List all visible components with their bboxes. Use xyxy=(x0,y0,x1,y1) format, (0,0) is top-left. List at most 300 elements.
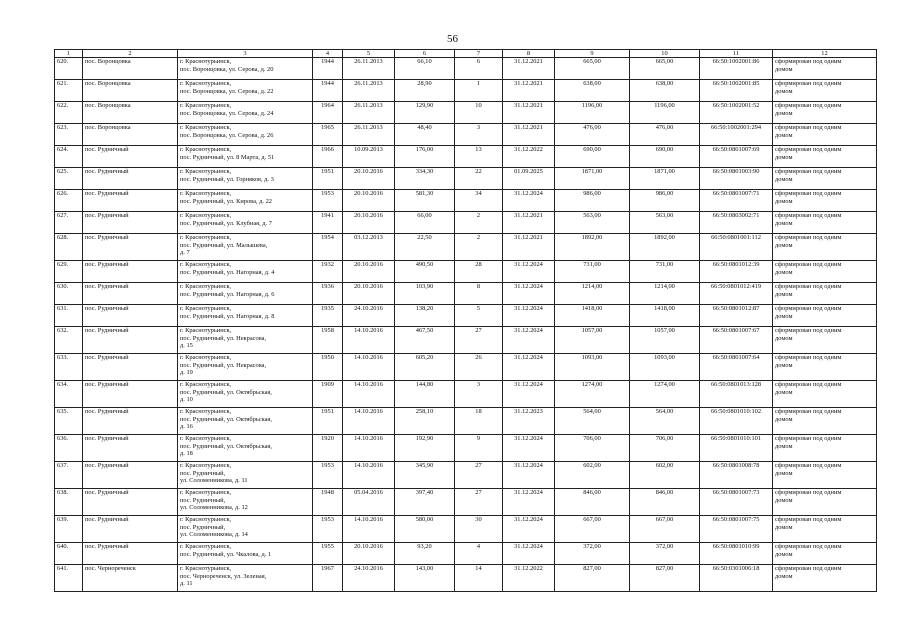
note-line: домом xyxy=(775,312,793,320)
value-a: 827,00 xyxy=(555,565,630,592)
quantity: 27 xyxy=(455,489,503,516)
address-line: пос. Рудничный, ул. Нагорная, д. 4 xyxy=(180,268,275,276)
note-line: сформирован под одним xyxy=(775,543,842,550)
note-line: сформирован под одним xyxy=(775,435,842,442)
value-b: 1057,00 xyxy=(630,327,700,354)
row-number: 633. xyxy=(55,354,83,381)
value-b: 667,00 xyxy=(630,516,700,543)
note xyxy=(773,190,877,212)
value-b: 986,00 xyxy=(630,190,700,212)
deadline: 01.09.2025 xyxy=(503,168,555,190)
address-line: г. Краснотурьинск, xyxy=(180,565,232,572)
note xyxy=(773,146,877,168)
deadline: 31.12.2024 xyxy=(503,435,555,462)
address-line: пос. Рудничный, ул. Октябрьская, xyxy=(180,442,272,450)
table-row xyxy=(55,234,877,261)
quantity: 10 xyxy=(455,102,503,124)
note-line: домом xyxy=(775,496,793,504)
area: 397,40 xyxy=(395,489,455,516)
note xyxy=(773,305,877,327)
value-a: 1057,00 xyxy=(555,327,630,354)
note-line: сформирован под одним xyxy=(775,327,842,334)
settlement: пос. Воронцовка xyxy=(83,58,178,80)
area: 334,30 xyxy=(395,168,455,190)
settlement: пос. Рудничный xyxy=(83,354,178,381)
cadastral-number: 66:50:1002001:85 xyxy=(700,80,773,102)
build-year: 1944 xyxy=(313,80,343,102)
value-b: 1274,00 xyxy=(630,381,700,408)
deadline: 31.12.2022 xyxy=(503,146,555,168)
build-year: 1948 xyxy=(313,489,343,516)
build-year: 1941 xyxy=(313,212,343,234)
table-row xyxy=(55,516,877,543)
note-line: домом xyxy=(775,197,793,205)
survey-date: 20.10.2016 xyxy=(343,543,395,565)
survey-date: 05.04.2016 xyxy=(343,489,395,516)
value-b: 1196,00 xyxy=(630,102,700,124)
table-row xyxy=(55,212,877,234)
value-a: 1892,00 xyxy=(555,234,630,261)
survey-date: 20.10.2016 xyxy=(343,261,395,283)
deadline: 31.12.2024 xyxy=(503,305,555,327)
address-line: ул. Соломенникова, д. 12 xyxy=(180,504,248,512)
deadline: 31.12.2021 xyxy=(503,58,555,80)
column-header: 5 xyxy=(343,50,395,58)
address xyxy=(178,80,313,102)
survey-date: 14.10.2016 xyxy=(343,327,395,354)
build-year: 1920 xyxy=(313,435,343,462)
value-b: 564,00 xyxy=(630,408,700,435)
address xyxy=(178,408,313,435)
deadline: 31.12.2024 xyxy=(503,354,555,381)
settlement: пос. Рудничный xyxy=(83,168,178,190)
area: 490,50 xyxy=(395,261,455,283)
build-year: 1951 xyxy=(313,408,343,435)
table-row xyxy=(55,58,877,80)
quantity: 6 xyxy=(455,58,503,80)
quantity: 27 xyxy=(455,327,503,354)
row-number: 634. xyxy=(55,381,83,408)
note-line: сформирован под одним xyxy=(775,212,842,219)
note-line: сформирован под одним xyxy=(775,234,842,241)
row-number: 631. xyxy=(55,305,83,327)
row-number: 635. xyxy=(55,408,83,435)
deadline: 31.12.2021 xyxy=(503,80,555,102)
settlement: пос. Воронцовка xyxy=(83,124,178,146)
address xyxy=(178,190,313,212)
cadastral-number: 66:50:0801013:128 xyxy=(700,381,773,408)
note xyxy=(773,408,877,435)
address-line: пос. Рудничный, ул. Некрасова, xyxy=(180,334,267,342)
build-year: 1950 xyxy=(313,354,343,381)
value-b: 690,00 xyxy=(630,146,700,168)
note-line: сформирован под одним xyxy=(775,408,842,415)
deadline: 31.12.2024 xyxy=(503,462,555,489)
cadastral-number: 66:50:0801007:75 xyxy=(700,516,773,543)
deadline: 31.12.2021 xyxy=(503,234,555,261)
table-row xyxy=(55,146,877,168)
deadline: 31.12.2021 xyxy=(503,102,555,124)
note-line: сформирован под одним xyxy=(775,462,842,469)
settlement: пос. Рудничный xyxy=(83,234,178,261)
note xyxy=(773,212,877,234)
address xyxy=(178,234,313,261)
address-line: д. 19 xyxy=(180,369,193,377)
cadastral-number: 66:50:1002001:52 xyxy=(700,102,773,124)
note xyxy=(773,543,877,565)
address-line: ул. Соломенникова, д. 14 xyxy=(180,531,248,539)
value-a: 563,00 xyxy=(555,212,630,234)
table-row xyxy=(55,327,877,354)
area: 580,00 xyxy=(395,516,455,543)
row-number: 620. xyxy=(55,58,83,80)
address xyxy=(178,565,313,592)
area: 28,90 xyxy=(395,80,455,102)
table-row xyxy=(55,305,877,327)
settlement: пос. Чернореченск xyxy=(83,565,178,592)
quantity: 2 xyxy=(455,234,503,261)
column-header: 9 xyxy=(555,50,630,58)
note-line: домом xyxy=(775,361,793,369)
quantity: 30 xyxy=(455,516,503,543)
cadastral-number: 66:50:0801001:112 xyxy=(700,234,773,261)
value-a: 1196,00 xyxy=(555,102,630,124)
area: 138,20 xyxy=(395,305,455,327)
survey-date: 14.10.2016 xyxy=(343,408,395,435)
value-a: 986,00 xyxy=(555,190,630,212)
settlement: пос. Рудничный xyxy=(83,408,178,435)
note-line: домом xyxy=(775,175,793,183)
area: 176,00 xyxy=(395,146,455,168)
survey-date: 14.10.2016 xyxy=(343,435,395,462)
table-row xyxy=(55,565,877,592)
note-line: сформирован под одним xyxy=(775,80,842,87)
row-number: 628. xyxy=(55,234,83,261)
value-b: 1892,00 xyxy=(630,234,700,261)
address-line: г. Краснотурьинск, xyxy=(180,212,232,219)
settlement: пос. Рудничный xyxy=(83,381,178,408)
settlement: пос. Рудничный xyxy=(83,462,178,489)
note xyxy=(773,516,877,543)
survey-date: 10.09.2013 xyxy=(343,146,395,168)
address-line: д. 15 xyxy=(180,342,193,350)
address-line: г. Краснотурьинск, xyxy=(180,543,232,550)
note-line: сформирован под одним xyxy=(775,190,842,197)
table-row xyxy=(55,261,877,283)
area: 581,30 xyxy=(395,190,455,212)
table-row xyxy=(55,102,877,124)
address-line: пос. Рудничный, xyxy=(180,469,226,477)
quantity: 18 xyxy=(455,408,503,435)
note-line: домом xyxy=(775,268,793,276)
value-a: 1274,00 xyxy=(555,381,630,408)
note xyxy=(773,354,877,381)
column-header: 4 xyxy=(313,50,343,58)
cadastral-number: 66:50:0801003:90 xyxy=(700,168,773,190)
address-line: пос. Рудничный, ул. Клубная, д. 7 xyxy=(180,219,272,227)
note xyxy=(773,565,877,592)
settlement: пос. Рудничный xyxy=(83,283,178,305)
build-year: 1966 xyxy=(313,146,343,168)
note xyxy=(773,462,877,489)
note-line: сформирован под одним xyxy=(775,305,842,312)
address-line: г. Краснотурьинск, xyxy=(180,327,232,334)
deadline: 31.12.2023 xyxy=(503,408,555,435)
address xyxy=(178,381,313,408)
note xyxy=(773,283,877,305)
row-number: 626. xyxy=(55,190,83,212)
note-line: домом xyxy=(775,131,793,139)
survey-date: 14.10.2016 xyxy=(343,381,395,408)
quantity: 3 xyxy=(455,381,503,408)
area: 48,40 xyxy=(395,124,455,146)
address-line: пос. Рудничный, xyxy=(180,496,226,504)
value-a: 1418,00 xyxy=(555,305,630,327)
table-row xyxy=(55,381,877,408)
note xyxy=(773,261,877,283)
survey-date: 20.10.2016 xyxy=(343,168,395,190)
settlement: пос. Рудничный xyxy=(83,516,178,543)
column-number-row xyxy=(55,50,877,58)
area: 258,10 xyxy=(395,408,455,435)
table-body xyxy=(55,58,877,592)
note-line: сформирован под одним xyxy=(775,565,842,572)
address-line: пос. Рудничный, ул. Малышева, xyxy=(180,241,268,249)
build-year: 1909 xyxy=(313,381,343,408)
address-line: г. Краснотурьинск, xyxy=(180,124,232,131)
row-number: 640. xyxy=(55,543,83,565)
area: 93,20 xyxy=(395,543,455,565)
note xyxy=(773,168,877,190)
deadline: 31.12.2024 xyxy=(503,516,555,543)
note-line: домом xyxy=(775,550,793,558)
address-line: ул. Соломенникова, д. 11 xyxy=(180,477,248,485)
address-line: пос. Воронцовка, ул. Серова, д. 24 xyxy=(180,109,274,117)
settlement: пос. Воронцовка xyxy=(83,102,178,124)
note-line: сформирован под одним xyxy=(775,261,842,268)
note-line: сформирован под одним xyxy=(775,146,842,153)
cadastral-number: 66:50:1002001:294 xyxy=(700,124,773,146)
survey-date: 26.11.2013 xyxy=(343,58,395,80)
area: 143,00 xyxy=(395,565,455,592)
table-row xyxy=(55,408,877,435)
cadastral-number: 66:50:0801007:71 xyxy=(700,190,773,212)
value-a: 602,00 xyxy=(555,462,630,489)
column-header: 12 xyxy=(773,50,877,58)
quantity: 27 xyxy=(455,462,503,489)
address-line: г. Краснотурьинск, xyxy=(180,305,232,312)
address-line: г. Краснотурьинск, xyxy=(180,462,232,469)
cadastral-number: 66:50:0803002:71 xyxy=(700,212,773,234)
value-b: 1871,00 xyxy=(630,168,700,190)
address xyxy=(178,354,313,381)
row-number: 623. xyxy=(55,124,83,146)
survey-date: 03.12.2013 xyxy=(343,234,395,261)
column-header: 11 xyxy=(700,50,773,58)
value-b: 827,00 xyxy=(630,565,700,592)
note-line: сформирован под одним xyxy=(775,102,842,109)
cadastral-number: 66:50:0801007:64 xyxy=(700,354,773,381)
address-line: д. 11 xyxy=(180,580,193,588)
address-line: г. Краснотурьинск, xyxy=(180,354,232,361)
note xyxy=(773,435,877,462)
quantity: 4 xyxy=(455,543,503,565)
quantity: 2 xyxy=(455,212,503,234)
quantity: 34 xyxy=(455,190,503,212)
cadastral-number: 66:50:0801010:102 xyxy=(700,408,773,435)
note xyxy=(773,489,877,516)
area: 144,80 xyxy=(395,381,455,408)
build-year: 1965 xyxy=(313,124,343,146)
note-line: домом xyxy=(775,65,793,73)
column-header: 10 xyxy=(630,50,700,58)
note-line: сформирован под одним xyxy=(775,124,842,131)
settlement: пос. Рудничный xyxy=(83,212,178,234)
settlement: пос. Рудничный xyxy=(83,543,178,565)
quantity: 14 xyxy=(455,565,503,592)
survey-date: 24.10.2016 xyxy=(343,565,395,592)
address-line: г. Краснотурьинск, xyxy=(180,168,232,175)
area: 103,90 xyxy=(395,283,455,305)
address xyxy=(178,212,313,234)
survey-date: 26.11.2013 xyxy=(343,102,395,124)
quantity: 3 xyxy=(455,124,503,146)
housing-register-table xyxy=(54,49,877,592)
value-b: 476,00 xyxy=(630,124,700,146)
table-row xyxy=(55,80,877,102)
quantity: 28 xyxy=(455,261,503,283)
column-header: 8 xyxy=(503,50,555,58)
value-a: 690,00 xyxy=(555,146,630,168)
row-number: 629. xyxy=(55,261,83,283)
row-number: 630. xyxy=(55,283,83,305)
address-line: пос. Рудничный, ул. 8 Марта, д. 51 xyxy=(180,153,275,161)
address-line: г. Краснотурьинск, xyxy=(180,58,232,65)
table-row xyxy=(55,543,877,565)
table-row xyxy=(55,283,877,305)
value-a: 731,00 xyxy=(555,261,630,283)
quantity: 5 xyxy=(455,305,503,327)
address-line: пос. Воронцовка, ул. Серова, д. 22 xyxy=(180,87,274,95)
value-a: 846,00 xyxy=(555,489,630,516)
settlement: пос. Рудничный xyxy=(83,190,178,212)
deadline: 31.12.2021 xyxy=(503,212,555,234)
note-line: сформирован под одним xyxy=(775,168,842,175)
address-line: д. 16 xyxy=(180,423,193,431)
deadline: 31.12.2024 xyxy=(503,261,555,283)
column-header: 2 xyxy=(83,50,178,58)
address xyxy=(178,462,313,489)
note-line: домом xyxy=(775,388,793,396)
build-year: 1936 xyxy=(313,283,343,305)
address-line: пос. Воронцовка, ул. Серова, д. 26 xyxy=(180,131,274,139)
address-line: г. Краснотурьинск, xyxy=(180,489,232,496)
note-line: сформирован под одним xyxy=(775,489,842,496)
address xyxy=(178,435,313,462)
address xyxy=(178,327,313,354)
settlement: пос. Рудничный xyxy=(83,435,178,462)
row-number: 627. xyxy=(55,212,83,234)
address-line: д. 7 xyxy=(180,249,190,257)
column-header: 7 xyxy=(455,50,503,58)
value-a: 1093,00 xyxy=(555,354,630,381)
note xyxy=(773,102,877,124)
deadline: 31.12.2022 xyxy=(503,565,555,592)
build-year: 1964 xyxy=(313,102,343,124)
value-a: 1871,00 xyxy=(555,168,630,190)
address-line: пос. Рудничный, ул. Кирова, д. 22 xyxy=(180,197,272,205)
survey-date: 20.10.2016 xyxy=(343,283,395,305)
area: 66,10 xyxy=(395,58,455,80)
settlement: пос. Рудничный xyxy=(83,261,178,283)
value-b: 665,00 xyxy=(630,58,700,80)
row-number: 639. xyxy=(55,516,83,543)
note-line: домом xyxy=(775,523,793,531)
note-line: домом xyxy=(775,469,793,477)
area: 345,90 xyxy=(395,462,455,489)
address-line: пос. Рудничный, ул. Нагорная, д. 6 xyxy=(180,290,275,298)
table-row xyxy=(55,462,877,489)
table-row xyxy=(55,354,877,381)
deadline: 31.12.2024 xyxy=(503,543,555,565)
area: 129,90 xyxy=(395,102,455,124)
address-line: г. Краснотурьинск, xyxy=(180,435,232,442)
address-line: г. Краснотурьинск, xyxy=(180,234,232,241)
value-b: 563,00 xyxy=(630,212,700,234)
row-number: 641. xyxy=(55,565,83,592)
value-a: 706,00 xyxy=(555,435,630,462)
build-year: 1953 xyxy=(313,462,343,489)
settlement: пос. Воронцовка xyxy=(83,80,178,102)
column-header: 6 xyxy=(395,50,455,58)
value-a: 564,00 xyxy=(555,408,630,435)
build-year: 1932 xyxy=(313,261,343,283)
deadline: 31.12.2024 xyxy=(503,190,555,212)
quantity: 26 xyxy=(455,354,503,381)
value-b: 1418,00 xyxy=(630,305,700,327)
address xyxy=(178,146,313,168)
survey-date: 14.10.2016 xyxy=(343,354,395,381)
cadastral-number: 66:50:0801012:87 xyxy=(700,305,773,327)
value-b: 1214,00 xyxy=(630,283,700,305)
note xyxy=(773,234,877,261)
address-line: г. Краснотурьинск, xyxy=(180,283,232,290)
value-b: 846,00 xyxy=(630,489,700,516)
cadastral-number: 66:50:0801012:419 xyxy=(700,283,773,305)
settlement: пос. Рудничный xyxy=(83,305,178,327)
cadastral-number: 66:50:0801007:73 xyxy=(700,489,773,516)
value-a: 638,00 xyxy=(555,80,630,102)
note-line: домом xyxy=(775,87,793,95)
table-row xyxy=(55,124,877,146)
note-line: домом xyxy=(775,334,793,342)
row-number: 621. xyxy=(55,80,83,102)
address-line: пос. Рудничный, xyxy=(180,523,226,531)
address-line: пос. Рудничный, ул. Горняков, д. 3 xyxy=(180,175,274,183)
cadastral-number: 66:50:0801010:101 xyxy=(700,435,773,462)
value-b: 731,00 xyxy=(630,261,700,283)
table-row xyxy=(55,435,877,462)
cadastral-number: 66:50:0301006:18 xyxy=(700,565,773,592)
area: 467,50 xyxy=(395,327,455,354)
deadline: 31.12.2024 xyxy=(503,489,555,516)
value-b: 602,00 xyxy=(630,462,700,489)
survey-date: 14.10.2016 xyxy=(343,516,395,543)
cadastral-number: 66:50:1002001:86 xyxy=(700,58,773,80)
note-line: домом xyxy=(775,109,793,117)
address-line: г. Краснотурьинск, xyxy=(180,381,232,388)
note xyxy=(773,58,877,80)
